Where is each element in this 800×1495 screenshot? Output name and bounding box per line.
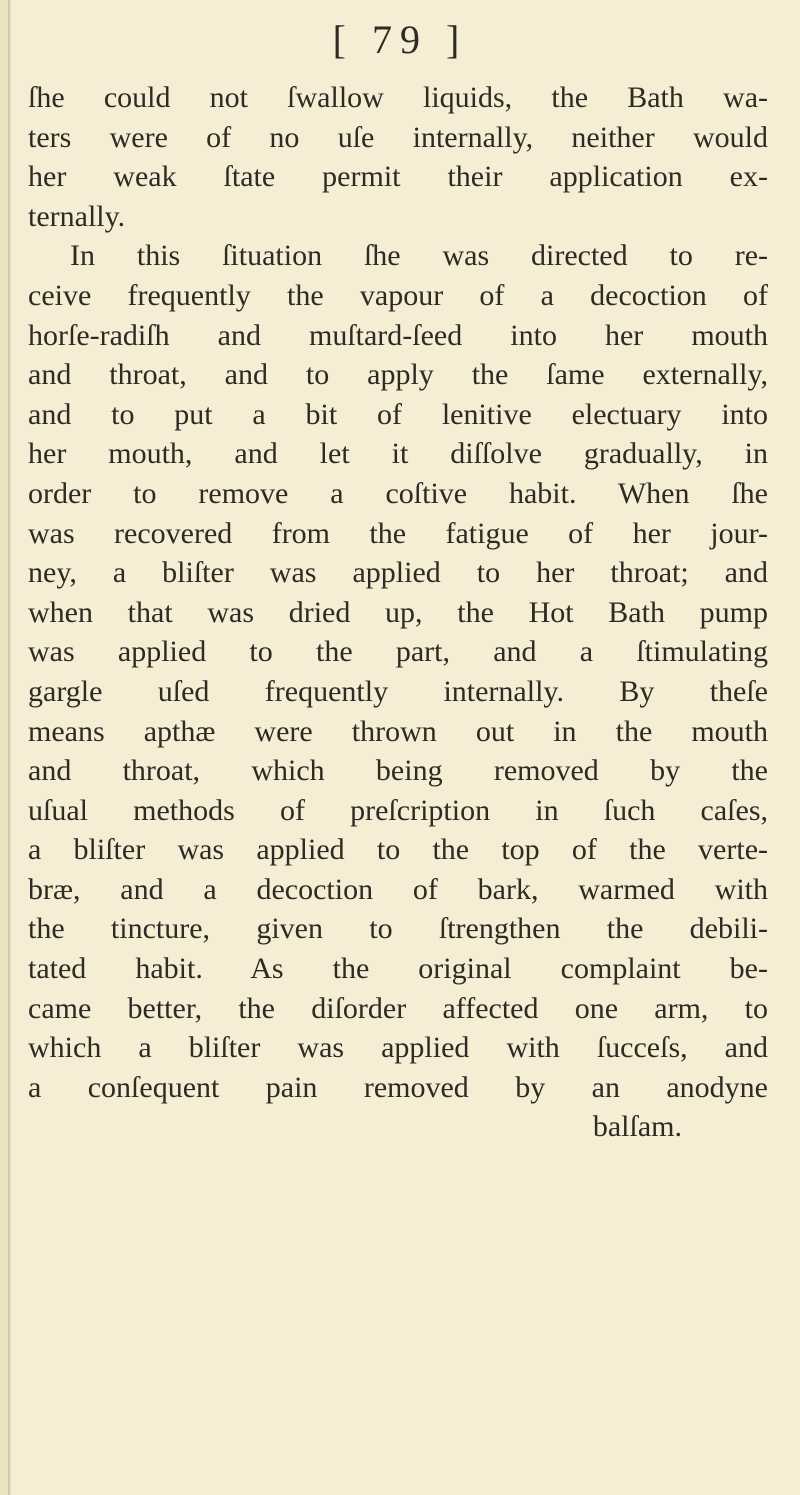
text-line: and to put a bit of lenitive electuary into xyxy=(28,397,768,431)
text-line: the tincture, given to ſtrengthen the debili- xyxy=(28,912,768,946)
text-line: tated habit. As the original complaint be- xyxy=(28,952,768,986)
text-line: horſe-radiſh and muſtard-ſeed into her mouth xyxy=(28,318,768,352)
page-number: [ 79 ] xyxy=(332,17,468,62)
text-line: ceive frequently the vapour of a decoction of xyxy=(28,278,768,312)
paragraph-start-line: In this ſituation ſhe was directed to re- xyxy=(70,239,768,273)
text-line: uſual methods of preſcription in ſuch caſes, xyxy=(28,793,768,827)
text-line: ney, a bliſter was applied to her throat; and xyxy=(28,556,768,590)
text-line: her weak ſtate permit their application ex- xyxy=(28,160,768,194)
text-line: ſhe could not ſwallow liquids, the Bath wa- xyxy=(28,81,768,114)
text-line: was applied to the part, and a ſtimulating xyxy=(28,635,768,669)
text-line: came better, the diſorder affected one arm, to xyxy=(28,991,768,1025)
text-line: ters were of no uſe internally, neither would xyxy=(28,120,768,154)
text-line: was recovered from the fatigue of her jour- xyxy=(28,516,768,550)
text-line: when that was dried up, the Hot Bath pump xyxy=(28,595,768,629)
text-line: and throat, which being removed by the xyxy=(28,754,768,788)
text-line-final: balſam. xyxy=(592,1110,682,1144)
text-line: means apthæ were thrown out in the mouth xyxy=(28,714,768,748)
text-line: order to remove a coſtive habit. When ſhe xyxy=(28,476,768,510)
text-line: gargle uſed frequently internally. By theſe xyxy=(28,674,768,708)
text-line: bræ, and a decoction of bark, warmed with xyxy=(28,872,768,906)
text-line: which a bliſter was applied with ſucceſs, and xyxy=(28,1031,768,1065)
page-gutter-shadow xyxy=(0,0,8,1495)
body-text xyxy=(28,78,768,1147)
text-line: ternally. xyxy=(28,199,126,233)
text-line: and throat, and to apply the ſame externally, xyxy=(28,358,768,392)
text-line: her mouth, and let it diſſolve gradually, in xyxy=(28,437,768,471)
text-line: a bliſter was applied to the top of the verte- xyxy=(28,833,768,867)
page-edge xyxy=(8,0,11,1495)
text-line: a conſequent pain removed by an anodyne xyxy=(28,1070,768,1104)
